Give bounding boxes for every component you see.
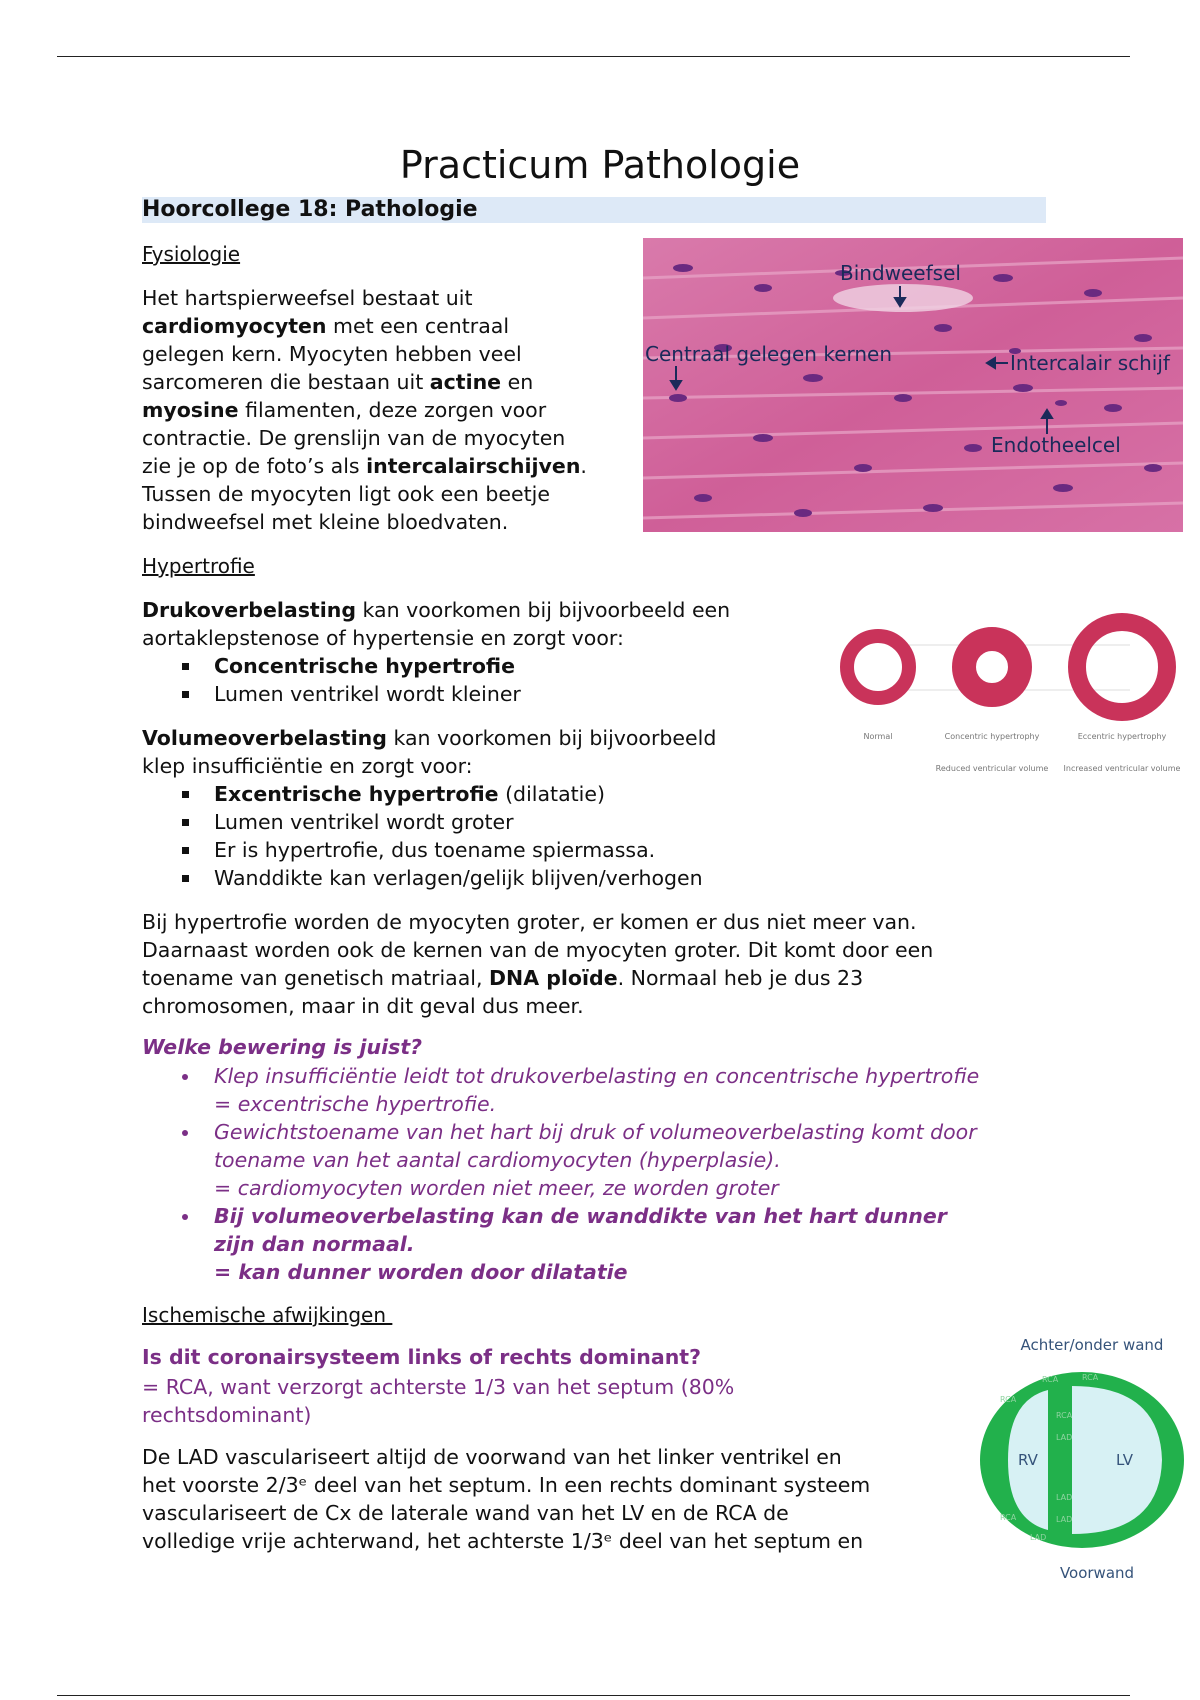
volume-line-1 bbox=[142, 724, 782, 752]
fys-line-4-c: en bbox=[501, 370, 534, 394]
tag-lad: LAD bbox=[1030, 1533, 1047, 1542]
ischemie-answer bbox=[142, 1373, 842, 1429]
term-actine: actine bbox=[429, 370, 502, 394]
volume-line-2: klep insufficiëntie en zorgt voor: bbox=[142, 754, 473, 778]
option-2-line-2: toename van het aantal cardiomyocyten (hyperplasie). bbox=[214, 1148, 781, 1172]
label-rv: RV bbox=[1018, 1451, 1038, 1469]
label-reduced: Reduced ventricular volume bbox=[935, 764, 1049, 773]
fys-line-4 bbox=[142, 368, 642, 396]
volume-line-1-rest: kan voorkomen bij bijvoorbeeld bbox=[386, 726, 717, 750]
question-heading: Welke bewering is juist? bbox=[142, 1035, 423, 1059]
hyp-para-3-c: . Normaal heb je dus 23 bbox=[617, 966, 864, 990]
tag-rca: RCA bbox=[1000, 1395, 1017, 1404]
term-volumeoverbelasting: Volumeoverbelasting bbox=[142, 726, 387, 750]
druk-line-2: aortaklepstenose of hypertensie en zorgt voor: bbox=[142, 626, 624, 650]
bottom-rule bbox=[57, 1695, 1130, 1696]
label-lv: LV bbox=[1116, 1451, 1133, 1469]
isch-para-2: het voorste 2/3ᵉ deel van het septum. In een rechts dominant systeem bbox=[142, 1473, 871, 1497]
hypertrofie-paragraph bbox=[142, 908, 1042, 1020]
hyp-para-3 bbox=[142, 964, 1042, 992]
question-options bbox=[142, 1062, 1082, 1286]
hypertrofie-heading: Hypertrofie bbox=[142, 554, 255, 578]
fysiologie-heading: Fysiologie bbox=[142, 242, 241, 266]
hypertrofie-text bbox=[142, 596, 782, 892]
label-concentric: Concentric hypertrophy bbox=[944, 732, 1040, 741]
isch-para-4: volledige vrije achterwand, het achterste 1/3ᵉ deel van het septum en bbox=[142, 1529, 864, 1553]
fys-line-7 bbox=[142, 452, 642, 480]
isch-para-3: vasculariseert de Cx de laterale wand van het LV en de RCA de bbox=[142, 1501, 789, 1525]
volume-item: Wanddikte kan verlagen/gelijk blijven/verhogen bbox=[142, 864, 782, 892]
fys-line-2-rest: met een centraal bbox=[326, 314, 510, 338]
ischemie-question: Is dit coronairsysteem links of rechts dominant? bbox=[142, 1345, 701, 1369]
volume-item bbox=[142, 780, 782, 808]
option-3-line-3: = kan dunner worden door dilatatie bbox=[214, 1260, 628, 1284]
hyp-para-1: Bij hypertrofie worden de myocyten groter, er komen er dus niet meer van. bbox=[142, 910, 917, 934]
tag-rca: RCA bbox=[1000, 1513, 1017, 1522]
volume-item-rest: (dilatatie) bbox=[498, 782, 605, 806]
volume-list bbox=[142, 780, 782, 892]
hyp-para-2: Daarnaast worden ook de kernen van de myocyten groter. Dit komt door een bbox=[142, 938, 934, 962]
volume-item: Lumen ventrikel wordt groter bbox=[142, 808, 782, 836]
question-option bbox=[142, 1062, 1082, 1118]
label-increased: Increased ventricular volume bbox=[1063, 764, 1180, 773]
question-option bbox=[142, 1118, 1082, 1202]
fys-line-4-a: sarcomeren die bestaan uit bbox=[142, 370, 430, 394]
ischemie-paragraph bbox=[142, 1443, 962, 1555]
fys-line-3: gelegen kern. Myocyten hebben veel bbox=[142, 342, 522, 366]
hyp-para-3-a: toename van genetisch matriaal, bbox=[142, 966, 490, 990]
fys-line-2 bbox=[142, 312, 642, 340]
isch-para-1: De LAD vasculariseert altijd de voorwand van het linker ventrikel en bbox=[142, 1445, 842, 1469]
hypertrophy-diagram bbox=[830, 605, 1180, 790]
label-endotheel: Endotheelcel bbox=[991, 433, 1121, 457]
tag-rca: RCA bbox=[1082, 1373, 1099, 1382]
fys-line-7-a: zie je op de foto’s als bbox=[142, 454, 367, 478]
fys-line-7-c: . bbox=[580, 454, 587, 478]
druk-item-text: Concentrische hypertrofie bbox=[214, 654, 516, 678]
label-bindweefsel: Bindweefsel bbox=[840, 261, 961, 285]
option-3-line-1: Bij volumeoverbelasting kan de wanddikte van het hart dunner bbox=[214, 1204, 947, 1228]
tag-rca: RCA bbox=[1042, 1375, 1059, 1384]
term-intercalairschijven: intercalairschijven bbox=[366, 454, 581, 478]
druk-line-1-rest: kan voorkomen bij bijvoorbeeld een bbox=[356, 598, 731, 622]
label-achterwand: Achter/onder wand bbox=[1020, 1336, 1164, 1354]
coronary-diagram bbox=[970, 1330, 1195, 1590]
fys-line-5-rest: filamenten, deze zorgen voor bbox=[238, 398, 547, 422]
label-normal: Normal bbox=[863, 732, 893, 741]
druk-line-1 bbox=[142, 596, 782, 624]
answer-line-1: = RCA, want verzorgt achterste 1/3 van het septum (80% bbox=[142, 1375, 735, 1399]
option-2-line-3: = cardiomyocyten worden niet meer, ze worden groter bbox=[214, 1176, 779, 1200]
ischemie-heading: Ischemische afwijkingen bbox=[142, 1303, 393, 1327]
term-cardiomyocyten: cardiomyocyten bbox=[142, 314, 327, 338]
druk-item bbox=[142, 652, 782, 680]
fys-line-9: bindweefsel met kleine bloedvaten. bbox=[142, 510, 509, 534]
lecture-heading: Hoorcollege 18: Pathologie bbox=[142, 197, 1046, 223]
term-myosine: myosine bbox=[142, 398, 239, 422]
label-eccentric: Eccentric hypertrophy bbox=[1077, 732, 1167, 741]
label-voorwand: Voorwand bbox=[1059, 1564, 1135, 1582]
option-1-line-2: = excentrische hypertrofie. bbox=[214, 1092, 497, 1116]
volume-item: Er is hypertrofie, dus toename spiermassa. bbox=[142, 836, 782, 864]
answer-line-2: rechtsdominant) bbox=[142, 1403, 312, 1427]
ring-eccentric bbox=[1077, 622, 1167, 712]
label-kernen: Centraal gelegen kernen bbox=[645, 342, 893, 366]
question-list-wrap bbox=[142, 1062, 1082, 1286]
fys-line-5 bbox=[142, 396, 642, 424]
option-3-line-2: zijn dan normaal. bbox=[214, 1232, 415, 1256]
question-option-correct bbox=[142, 1202, 1082, 1286]
option-2-line-1: Gewichtstoename van het hart bij druk of volumeoverbelasting komt door bbox=[214, 1120, 977, 1144]
tag-lad: LAD bbox=[1056, 1433, 1073, 1442]
term-dna-ploide: DNA ploïde bbox=[489, 966, 618, 990]
fys-line-1: Het hartspierweefsel bestaat uit bbox=[142, 286, 473, 310]
fysiologie-text bbox=[142, 284, 642, 536]
hyp-para-4: chromosomen, maar in dit geval dus meer. bbox=[142, 994, 584, 1018]
druk-item: Lumen ventrikel wordt kleiner bbox=[142, 680, 782, 708]
ring-concentric bbox=[964, 639, 1020, 695]
option-1-line-1: Klep insufficiëntie leidt tot drukoverbelasting en concentrische hypertrofie bbox=[214, 1064, 980, 1088]
ring-normal bbox=[847, 636, 909, 698]
label-schijf: Intercalair schijf bbox=[1010, 351, 1170, 375]
histology-image bbox=[643, 238, 1183, 532]
druk-list bbox=[142, 652, 782, 708]
fys-line-6: contractie. De grenslijn van de myocyten bbox=[142, 426, 566, 450]
tag-lad: LAD bbox=[1056, 1515, 1073, 1524]
page-title: Practicum Pathologie bbox=[399, 143, 801, 187]
tag-lad: LAD bbox=[1056, 1493, 1073, 1502]
fys-line-8: Tussen de myocyten ligt ook een beetje bbox=[142, 482, 550, 506]
tag-rca: RCA bbox=[1056, 1411, 1073, 1420]
volume-item-bold: Excentrische hypertrofie bbox=[214, 782, 499, 806]
top-rule bbox=[57, 56, 1130, 57]
term-drukoverbelasting: Drukoverbelasting bbox=[142, 598, 356, 622]
